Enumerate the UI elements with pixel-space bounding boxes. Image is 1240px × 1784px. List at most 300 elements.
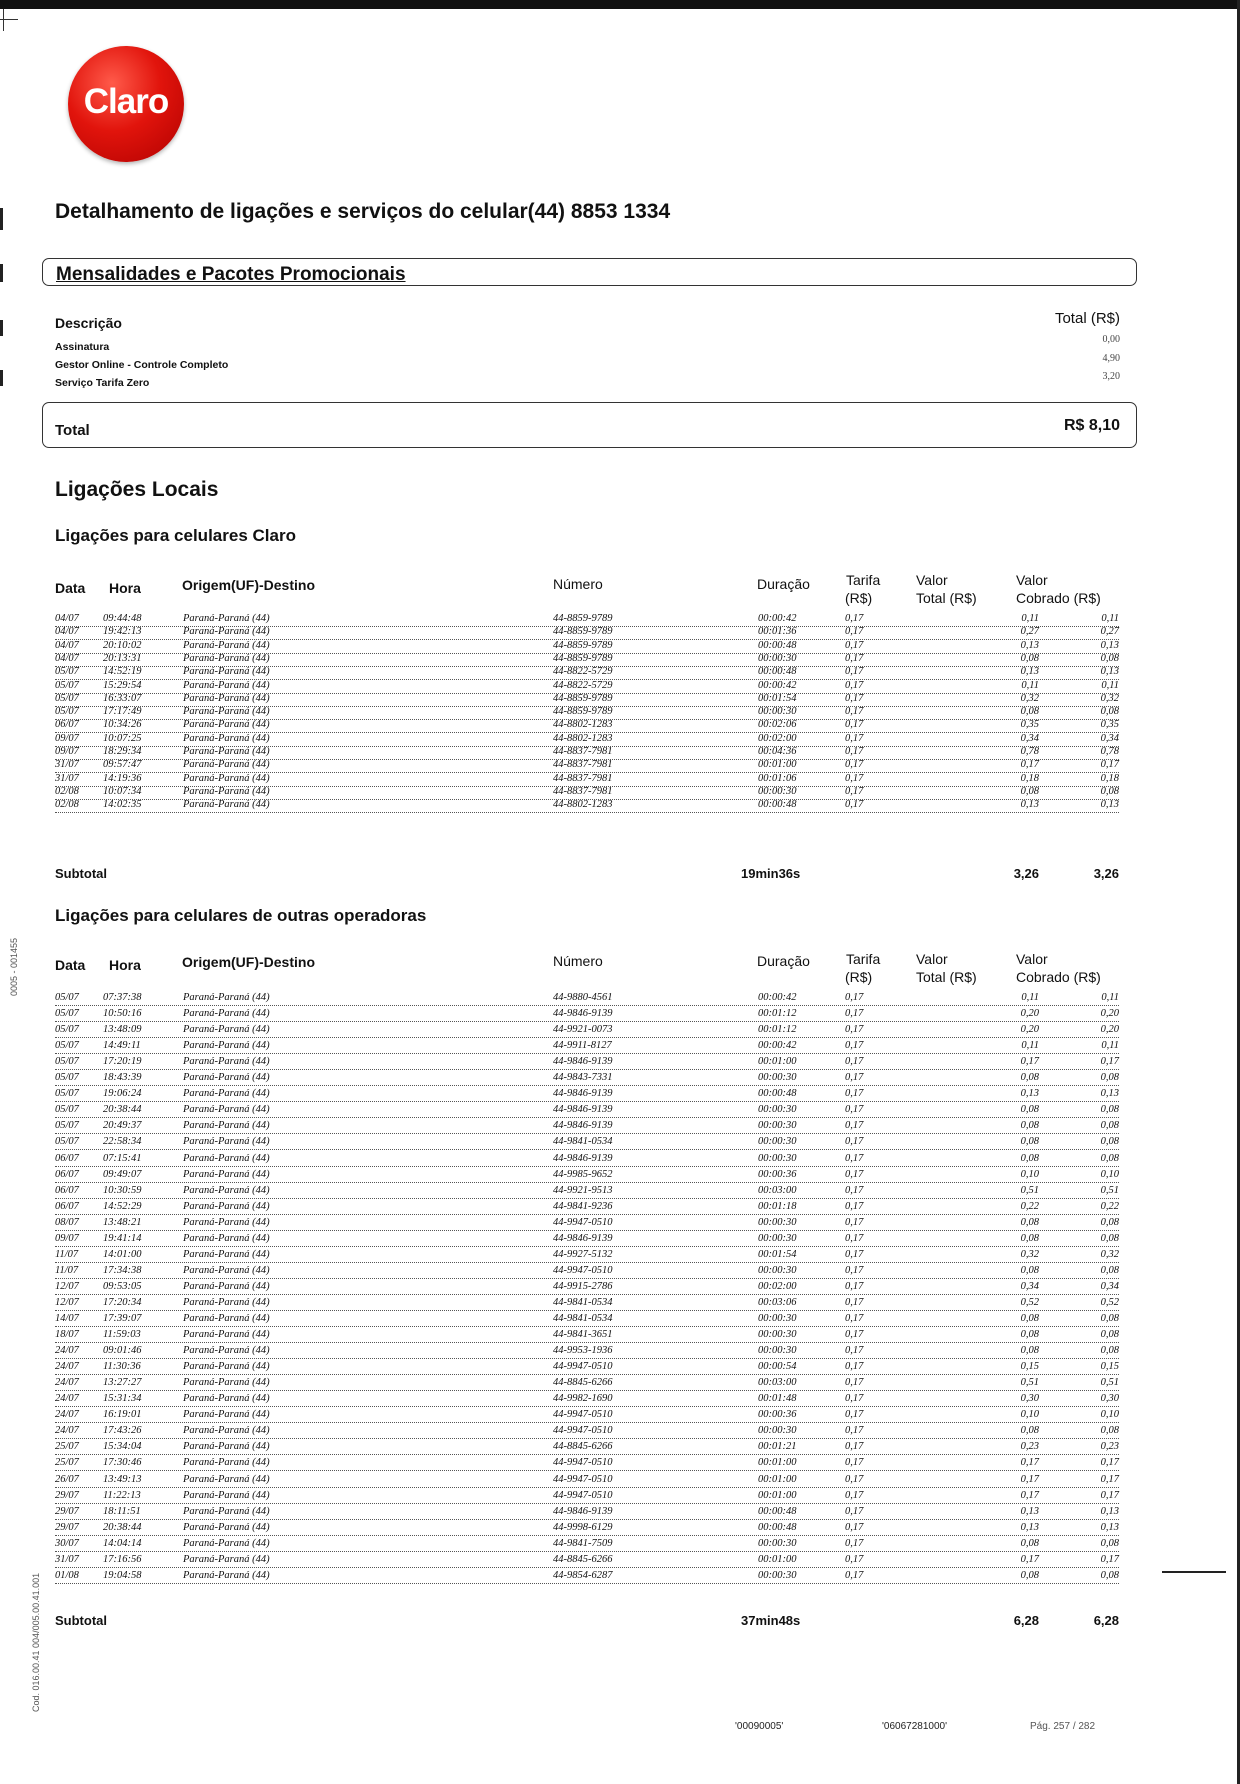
cell-total: 0,17	[1020, 759, 1039, 771]
col-header-valor-total-unit: Total (R$)	[916, 590, 977, 606]
cell-time: 17:16:56	[103, 1553, 142, 1565]
cell-time: 13:27:27	[103, 1377, 142, 1389]
col-header-data: Data	[55, 957, 86, 973]
cell-total: 0,08	[1020, 652, 1039, 664]
cell-origin: Paraná-Paraná (44)	[183, 1537, 270, 1549]
cell-rate: 0,17	[845, 1200, 864, 1212]
subtotal-total: 3,26	[1013, 866, 1039, 881]
cell-rate: 0,17	[845, 1489, 864, 1501]
col-header-tarifa-unit: (R$)	[845, 969, 873, 985]
row-leader-line	[55, 1583, 1119, 1584]
row-leader-line	[55, 1133, 1119, 1134]
cell-rate: 0,17	[845, 1457, 864, 1469]
cell-duration: 00:00:42	[758, 613, 797, 624]
cell-total: 0,78	[1020, 746, 1039, 757]
cell-time: 17:30:46	[103, 1457, 142, 1469]
col-header-numero: Número	[553, 953, 603, 969]
cell-total: 0,08	[1020, 1120, 1039, 1132]
cell-date: 06/07	[55, 1152, 79, 1164]
cell-charged: 0,17	[1100, 1553, 1119, 1565]
cell-number: 44-9947-0510	[553, 1409, 613, 1421]
cell-rate: 0,17	[845, 1521, 864, 1533]
cell-rate: 0,17	[845, 1184, 864, 1196]
cell-time: 13:48:09	[103, 1024, 142, 1036]
cell-charged: 0,08	[1100, 1072, 1119, 1084]
cell-origin: Paraná-Paraná (44)	[183, 1393, 270, 1405]
left-edge-tick	[0, 370, 3, 386]
cell-charged: 0,11	[1101, 613, 1119, 624]
cell-date: 05/07	[55, 679, 79, 691]
cell-duration: 00:00:30	[758, 785, 797, 797]
cell-date: 31/07	[55, 772, 79, 784]
cell-rate: 0,17	[845, 1040, 864, 1052]
cell-date: 06/07	[55, 1168, 79, 1180]
table-row	[55, 1040, 1119, 1056]
cell-charged: 0,32	[1100, 1248, 1119, 1260]
cell-origin: Paraná-Paraná (44)	[183, 1473, 270, 1485]
cell-time: 18:11:51	[103, 1505, 141, 1517]
cell-origin: Paraná-Paraná (44)	[183, 1505, 270, 1517]
cell-duration: 00:01:54	[758, 1248, 797, 1260]
table-row	[55, 1104, 1119, 1120]
cell-duration: 00:00:30	[758, 1345, 797, 1357]
cell-date: 24/07	[55, 1345, 79, 1357]
cell-rate: 0,17	[845, 666, 864, 678]
cell-number: 44-9846-9139	[553, 1505, 613, 1517]
table-row	[55, 1522, 1119, 1538]
cell-charged: 0,08	[1100, 1136, 1119, 1148]
cell-time: 15:34:04	[103, 1441, 142, 1453]
cell-origin: Paraná-Paraná (44)	[183, 1457, 270, 1469]
cell-origin: Paraná-Paraná (44)	[183, 1120, 270, 1132]
cell-duration: 00:00:30	[758, 1136, 797, 1148]
cell-number: 44-8822-5729	[553, 679, 613, 691]
row-leader-line	[55, 1149, 1119, 1150]
cell-number: 44-8859-9789	[553, 626, 613, 638]
cell-date: 29/07	[55, 1521, 79, 1533]
cell-time: 20:38:44	[103, 1521, 142, 1533]
cell-number: 44-9846-9139	[553, 1120, 613, 1132]
table-row	[55, 1185, 1119, 1201]
table-row	[55, 1329, 1119, 1345]
cell-charged: 0,17	[1100, 1056, 1119, 1068]
fee-value: 3,20	[1102, 371, 1120, 382]
row-leader-line	[55, 1567, 1119, 1568]
table-row	[55, 1393, 1119, 1409]
row-leader-line	[55, 1230, 1119, 1231]
cell-rate: 0,17	[845, 1393, 864, 1405]
cell-charged: 0,13	[1100, 639, 1119, 651]
cell-total: 0,17	[1020, 1489, 1039, 1501]
cell-duration: 00:02:06	[758, 719, 797, 731]
cell-number: 44-8802-1283	[553, 732, 613, 744]
cell-charged: 0,52	[1100, 1296, 1119, 1308]
margin-mark	[1162, 1571, 1226, 1573]
cell-duration: 00:01:00	[758, 1553, 797, 1565]
subtotal-claro	[55, 866, 1119, 884]
cell-total: 0,18	[1020, 772, 1039, 784]
cell-number: 44-8859-9789	[553, 652, 613, 664]
footer-code-2: '06067281000'	[882, 1721, 947, 1732]
cell-time: 15:29:54	[103, 679, 142, 691]
cell-time: 16:33:07	[103, 692, 142, 704]
row-leader-line	[55, 1262, 1119, 1263]
cell-origin: Paraná-Paraná (44)	[183, 1104, 270, 1116]
cell-rate: 0,17	[845, 1248, 864, 1260]
table-row	[55, 1425, 1119, 1441]
cell-duration: 00:00:54	[758, 1361, 797, 1373]
subtotal-charged: 6,28	[1093, 1613, 1119, 1628]
cell-charged: 0,17	[1100, 1473, 1119, 1485]
cell-charged: 0,32	[1100, 692, 1119, 704]
cell-total: 0,08	[1020, 785, 1039, 797]
row-leader-line	[55, 1294, 1119, 1295]
cell-duration: 00:00:48	[758, 639, 797, 651]
table-row	[55, 1008, 1119, 1024]
cell-origin: Paraná-Paraná (44)	[183, 1264, 270, 1276]
cell-time: 17:43:26	[103, 1425, 142, 1437]
cell-total: 0,08	[1020, 1313, 1039, 1324]
subtotal-outras	[55, 1613, 1119, 1631]
cell-charged: 0,34	[1100, 1280, 1119, 1292]
section-title-mensalidades: Mensalidades e Pacotes Promocionais	[56, 264, 406, 285]
cell-rate: 0,17	[845, 613, 864, 624]
cell-origin: Paraná-Paraná (44)	[183, 732, 270, 744]
col-header-duracao: Duração	[757, 953, 810, 969]
cell-time: 14:01:00	[103, 1248, 142, 1260]
cell-origin: Paraná-Paraná (44)	[183, 799, 270, 811]
cell-origin: Paraná-Paraná (44)	[183, 1024, 270, 1036]
col-header-valor-cobrado-unit: Cobrado (R$)	[1016, 590, 1101, 606]
col-header-origem: Origem(UF)-Destino	[182, 577, 315, 593]
cell-origin: Paraná-Paraná (44)	[183, 772, 270, 784]
cell-charged: 0,17	[1100, 1489, 1119, 1501]
cell-origin: Paraná-Paraná (44)	[183, 1569, 270, 1581]
cell-date: 05/07	[55, 992, 79, 1003]
table-row	[55, 1233, 1119, 1249]
cell-time: 19:06:24	[103, 1088, 142, 1100]
cell-time: 16:19:01	[103, 1409, 142, 1421]
cell-rate: 0,17	[845, 1329, 864, 1341]
page-number: Pág. 257 / 282	[1030, 1721, 1096, 1732]
cell-date: 04/07	[55, 613, 79, 624]
row-leader-line	[55, 1069, 1119, 1070]
cell-time: 20:49:37	[103, 1120, 142, 1132]
row-leader-line	[55, 1374, 1119, 1375]
cell-time: 07:15:41	[103, 1152, 142, 1164]
cell-total: 0,13	[1020, 1505, 1039, 1517]
row-leader-line	[55, 1310, 1119, 1311]
cell-number: 44-8802-1283	[553, 719, 613, 731]
cell-duration: 00:00:30	[758, 1313, 797, 1324]
cell-number: 44-9911-8127	[553, 1040, 612, 1052]
cell-origin: Paraná-Paraná (44)	[183, 1345, 270, 1357]
cell-charged: 0,78	[1100, 746, 1119, 757]
cell-time: 11:59:03	[103, 1329, 141, 1341]
cell-number: 44-9947-0510	[553, 1361, 613, 1373]
cell-number: 44-8837-7981	[553, 746, 613, 757]
cell-duration: 00:00:30	[758, 652, 797, 664]
cell-origin: Paraná-Paraná (44)	[183, 1008, 270, 1020]
cell-origin: Paraná-Paraná (44)	[183, 1056, 270, 1068]
cell-time: 22:58:34	[103, 1136, 142, 1148]
cell-time: 13:48:21	[103, 1216, 142, 1228]
total-header: Total (R$)	[1054, 310, 1120, 327]
row-leader-line	[55, 1198, 1119, 1199]
cell-number: 44-9921-9513	[553, 1184, 613, 1196]
cell-time: 11:30:36	[103, 1361, 141, 1373]
cell-date: 02/08	[55, 799, 79, 811]
table-row	[55, 1345, 1119, 1361]
cell-charged: 0,10	[1100, 1409, 1119, 1421]
cell-charged: 0,23	[1100, 1441, 1119, 1453]
cell-charged: 0,08	[1100, 652, 1119, 664]
row-leader-line	[55, 1117, 1119, 1118]
cell-duration: 00:01:00	[758, 1056, 797, 1068]
col-header-duracao: Duração	[757, 576, 810, 592]
col-header-tarifa: Tarifa	[846, 572, 881, 588]
table-row	[55, 1169, 1119, 1185]
cell-date: 30/07	[55, 1537, 79, 1549]
cell-charged: 0,20	[1100, 1008, 1119, 1020]
subtotal-total: 6,28	[1013, 1613, 1039, 1628]
table-row	[55, 1441, 1119, 1457]
cell-total: 0,11	[1021, 679, 1039, 691]
cell-date: 25/07	[55, 1457, 79, 1469]
cell-duration: 00:01:00	[758, 1489, 797, 1501]
cell-date: 06/07	[55, 1200, 79, 1212]
cell-total: 0,10	[1020, 1409, 1039, 1421]
fee-label: Serviço Tarifa Zero	[55, 377, 150, 389]
row-leader-line	[55, 1438, 1119, 1439]
cell-origin: Paraná-Paraná (44)	[183, 666, 270, 678]
cell-date: 04/07	[55, 652, 79, 664]
row-leader-line	[55, 1037, 1119, 1038]
cell-duration: 00:00:30	[758, 1537, 797, 1549]
cell-duration: 00:01:54	[758, 692, 797, 704]
row-leader-line	[55, 1182, 1119, 1183]
cell-total: 0,11	[1021, 992, 1039, 1003]
cell-duration: 00:01:48	[758, 1393, 797, 1405]
cell-number: 44-9985-9652	[553, 1168, 613, 1180]
row-leader-line	[55, 1326, 1119, 1327]
cell-charged: 0,08	[1100, 1104, 1119, 1116]
cell-total: 0,17	[1020, 1457, 1039, 1469]
cell-time: 14:19:36	[103, 772, 142, 784]
cell-total: 0,08	[1020, 1345, 1039, 1357]
table-row	[55, 1088, 1119, 1104]
cell-duration: 00:00:42	[758, 679, 797, 691]
cell-duration: 00:00:30	[758, 1216, 797, 1228]
cell-number: 44-9921-0073	[553, 1024, 613, 1036]
cell-date: 11/07	[55, 1264, 79, 1276]
cell-duration: 00:00:30	[758, 1072, 797, 1084]
table-row	[55, 1136, 1119, 1152]
cell-time: 13:49:13	[103, 1473, 142, 1485]
cell-total: 0,17	[1020, 1056, 1039, 1068]
cell-date: 05/07	[55, 1120, 79, 1132]
cell-total: 0,08	[1020, 1152, 1039, 1164]
cell-number: 44-9880-4561	[553, 992, 613, 1003]
cell-origin: Paraná-Paraná (44)	[183, 1377, 270, 1389]
description-header: Descrição	[55, 315, 122, 331]
cell-duration: 00:00:48	[758, 1505, 797, 1517]
cell-rate: 0,17	[845, 1409, 864, 1421]
cell-number: 44-8859-9789	[553, 639, 613, 651]
cell-charged: 0,08	[1100, 1537, 1119, 1549]
cell-date: 01/08	[55, 1569, 79, 1581]
cell-rate: 0,17	[845, 1008, 864, 1020]
cell-total: 0,51	[1020, 1184, 1039, 1196]
row-leader-line	[55, 1406, 1119, 1407]
cell-duration: 00:01:00	[758, 759, 797, 771]
cell-duration: 00:01:06	[758, 772, 797, 784]
cell-total: 0,08	[1020, 1072, 1039, 1084]
cell-rate: 0,17	[845, 1136, 864, 1148]
page-top-border	[0, 0, 1240, 9]
cell-date: 09/07	[55, 1232, 79, 1244]
cell-total: 0,32	[1020, 692, 1039, 704]
cell-rate: 0,17	[845, 1264, 864, 1276]
cell-origin: Paraná-Paraná (44)	[183, 1040, 270, 1052]
row-leader-line	[55, 1278, 1119, 1279]
cell-time: 10:50:16	[103, 1008, 142, 1020]
cell-rate: 0,17	[845, 692, 864, 704]
cell-rate: 0,17	[845, 1473, 864, 1485]
cell-number: 44-9841-0534	[553, 1136, 613, 1148]
cell-number: 44-9843-7331	[553, 1072, 613, 1084]
cell-number: 44-9846-9139	[553, 1232, 613, 1244]
col-header-hora: Hora	[109, 957, 141, 973]
cell-origin: Paraná-Paraná (44)	[183, 719, 270, 731]
cell-time: 18:43:39	[103, 1072, 142, 1084]
cell-duration: 00:00:42	[758, 1040, 797, 1052]
col-header-valor-total-unit: Total (R$)	[916, 969, 977, 985]
cell-total: 0,20	[1020, 1008, 1039, 1020]
cell-origin: Paraná-Paraná (44)	[183, 679, 270, 691]
cell-date: 18/07	[55, 1329, 79, 1341]
cell-charged: 0,08	[1100, 1264, 1119, 1276]
cell-charged: 0,08	[1100, 706, 1119, 718]
cell-date: 05/07	[55, 1024, 79, 1036]
cell-number: 44-9947-0510	[553, 1264, 613, 1276]
cell-number: 44-9947-0510	[553, 1425, 613, 1437]
cell-number: 44-8822-5729	[553, 666, 613, 678]
cell-number: 44-8859-9789	[553, 613, 613, 624]
cell-total: 0,11	[1021, 1040, 1039, 1052]
cell-time: 10:07:25	[103, 732, 142, 744]
cell-duration: 00:00:36	[758, 1168, 797, 1180]
cell-time: 17:39:07	[103, 1313, 142, 1324]
cell-origin: Paraná-Paraná (44)	[183, 785, 270, 797]
cell-duration: 00:00:42	[758, 992, 797, 1003]
cell-number: 44-9947-0510	[553, 1457, 613, 1469]
row-leader-line	[55, 1021, 1119, 1022]
cell-duration: 00:03:06	[758, 1296, 797, 1308]
cell-rate: 0,17	[845, 639, 864, 651]
table-row	[55, 1265, 1119, 1281]
col-header-tarifa-unit: (R$)	[845, 590, 873, 606]
cell-duration: 00:04:36	[758, 746, 797, 757]
cell-total: 0,52	[1020, 1296, 1039, 1308]
row-leader-line	[55, 1422, 1119, 1423]
cell-charged: 0,51	[1100, 1377, 1119, 1389]
cell-number: 44-9846-9139	[553, 1104, 613, 1116]
cell-number: 44-8845-6266	[553, 1441, 613, 1453]
table-row	[55, 799, 1119, 815]
cell-total: 0,13	[1020, 666, 1039, 678]
col-header-origem: Origem(UF)-Destino	[182, 954, 315, 970]
cell-date: 05/07	[55, 706, 79, 718]
cell-charged: 0,20	[1100, 1024, 1119, 1036]
table-row	[55, 992, 1119, 1008]
cell-rate: 0,17	[845, 759, 864, 771]
cell-total: 0,08	[1020, 706, 1039, 718]
cell-rate: 0,17	[845, 1280, 864, 1292]
cell-total: 0,23	[1020, 1441, 1039, 1453]
cell-time: 09:44:48	[103, 613, 142, 624]
cell-origin: Paraná-Paraná (44)	[183, 759, 270, 771]
cell-date: 29/07	[55, 1489, 79, 1501]
cell-rate: 0,17	[845, 1072, 864, 1084]
cell-charged: 0,08	[1100, 1216, 1119, 1228]
cell-rate: 0,17	[845, 1553, 864, 1565]
cell-time: 20:38:44	[103, 1104, 142, 1116]
cell-date: 24/07	[55, 1409, 79, 1421]
cell-charged: 0,08	[1100, 1232, 1119, 1244]
cell-rate: 0,17	[845, 626, 864, 638]
cell-charged: 0,13	[1100, 1505, 1119, 1517]
cell-rate: 0,17	[845, 1152, 864, 1164]
cell-time: 14:52:29	[103, 1200, 142, 1212]
cell-total: 0,34	[1020, 732, 1039, 744]
cell-total: 0,13	[1020, 1088, 1039, 1100]
cell-duration: 00:00:36	[758, 1409, 797, 1421]
cell-total: 0,20	[1020, 1024, 1039, 1036]
table-row	[55, 1281, 1119, 1297]
fee-label: Assinatura	[55, 341, 110, 353]
col-header-valor-total: Valor	[916, 951, 948, 967]
cell-origin: Paraná-Paraná (44)	[183, 626, 270, 638]
row-leader-line	[55, 1214, 1119, 1215]
cell-rate: 0,17	[845, 732, 864, 744]
col-header-valor-cobrado: Valor	[1016, 572, 1048, 588]
cell-rate: 0,17	[845, 1345, 864, 1357]
cell-origin: Paraná-Paraná (44)	[183, 1232, 270, 1244]
cell-rate: 0,17	[845, 1232, 864, 1244]
cell-charged: 0,30	[1100, 1393, 1119, 1405]
cell-time: 10:07:34	[103, 785, 142, 797]
cell-time: 19:42:13	[103, 626, 142, 638]
cell-time: 07:37:38	[103, 992, 142, 1003]
cell-rate: 0,17	[845, 1056, 864, 1068]
subtotal-duration: 37min48s	[741, 1613, 801, 1628]
subsection-heading-claro: Ligações para celulares Claro	[55, 526, 296, 545]
cell-rate: 0,17	[845, 1377, 864, 1389]
cell-number: 44-9841-9236	[553, 1200, 613, 1212]
cell-time: 15:31:34	[103, 1393, 142, 1405]
cell-duration: 00:02:00	[758, 732, 797, 744]
cell-rate: 0,17	[845, 772, 864, 784]
cell-duration: 00:00:30	[758, 1425, 797, 1437]
crop-mark	[0, 9, 18, 31]
cell-date: 05/07	[55, 692, 79, 704]
cell-total: 0,27	[1020, 626, 1039, 638]
cell-date: 24/07	[55, 1393, 79, 1405]
subtotal-label: Subtotal	[55, 1613, 107, 1628]
cell-duration: 00:01:12	[758, 1024, 797, 1036]
cell-rate: 0,17	[845, 719, 864, 731]
